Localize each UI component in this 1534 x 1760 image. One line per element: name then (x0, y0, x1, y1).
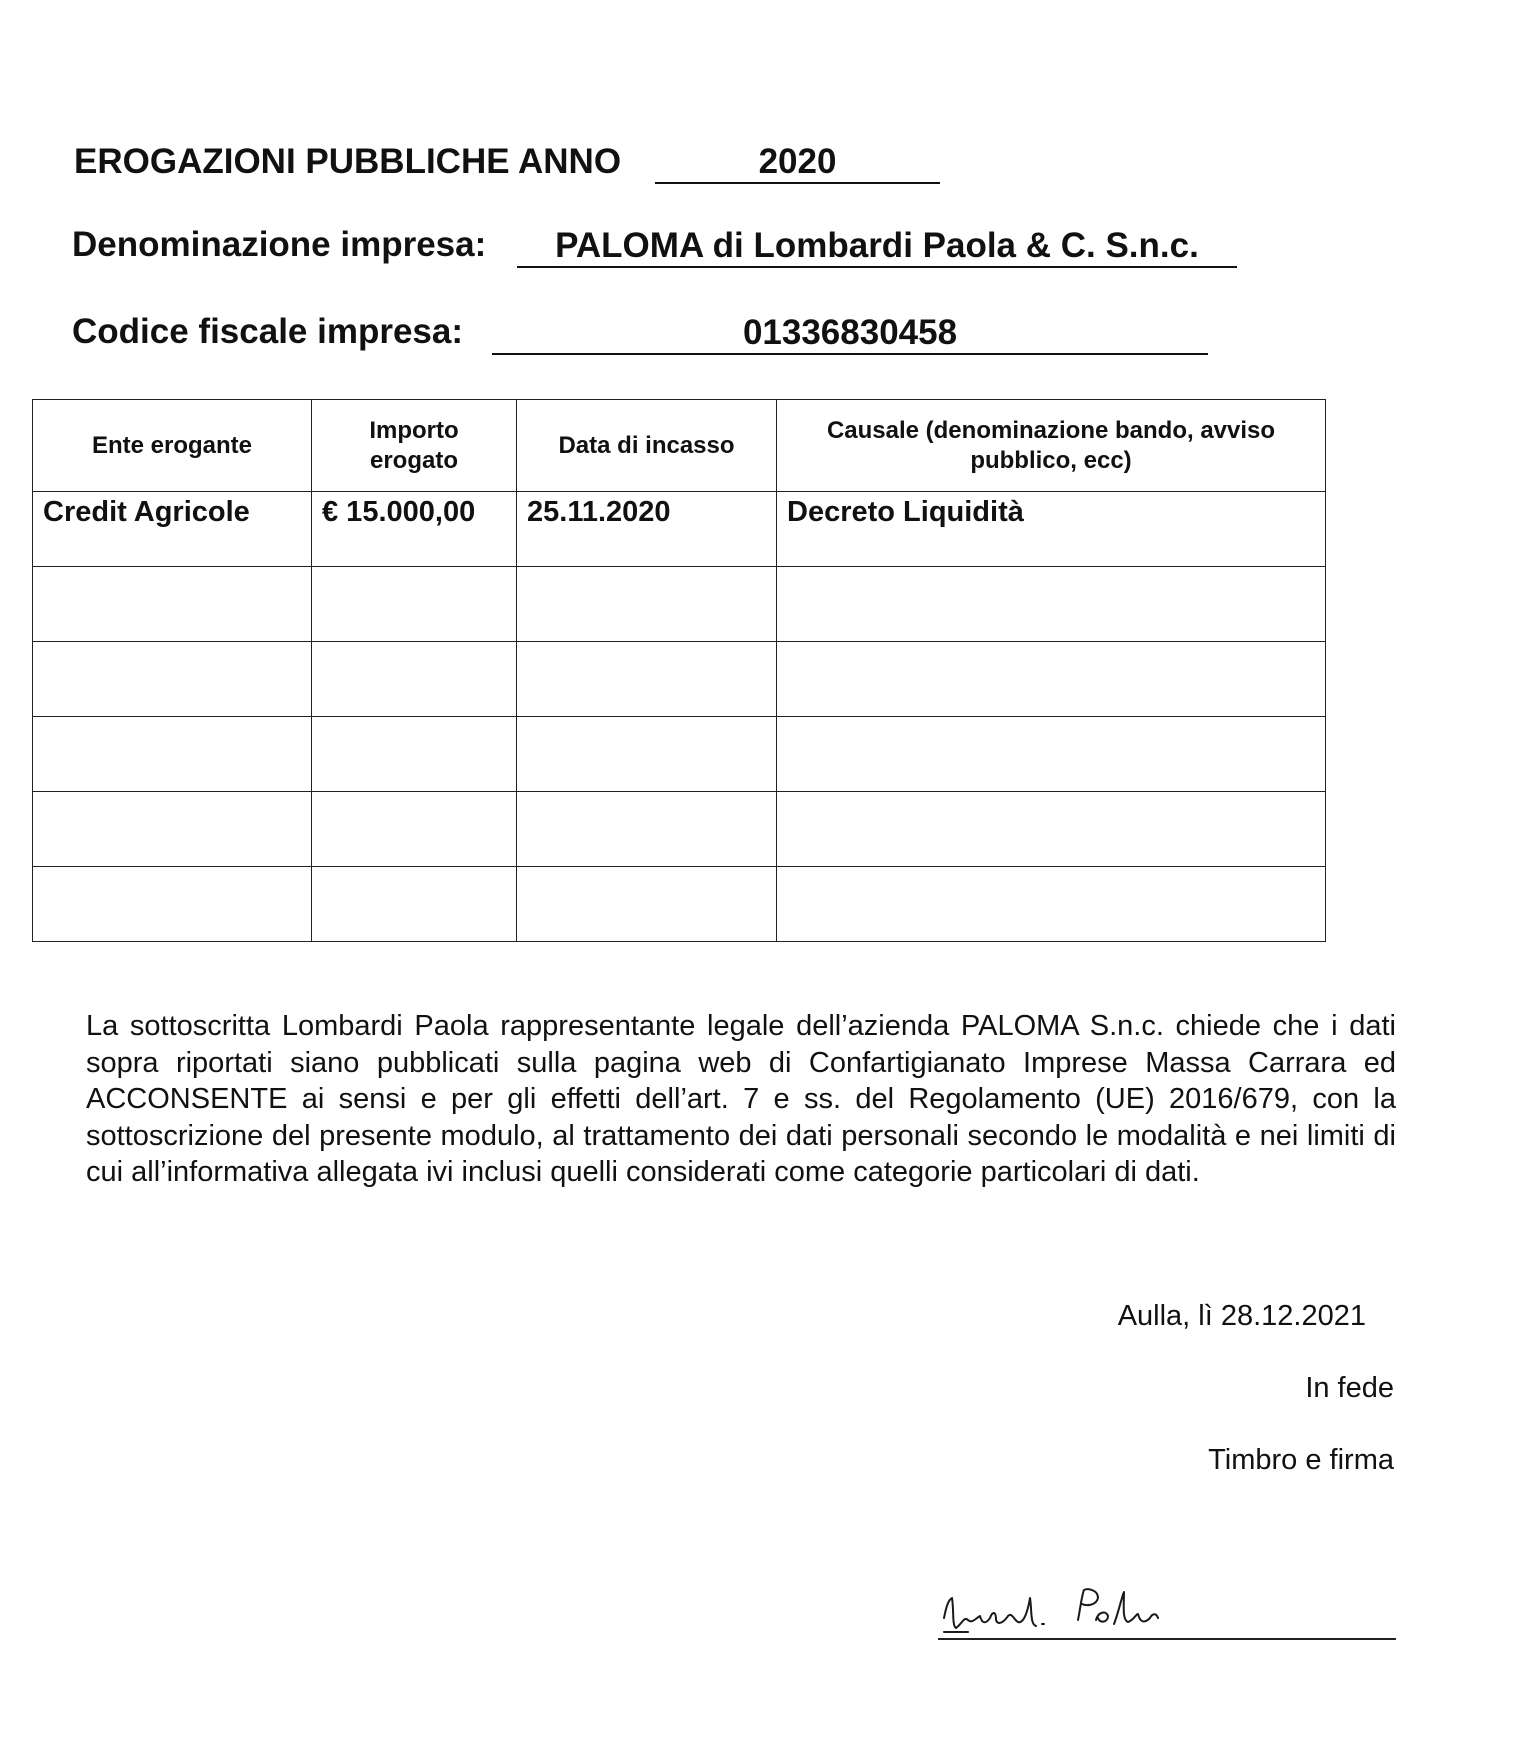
signature-line (938, 1638, 1396, 1640)
stamp-signature-label: Timbro e firma (1208, 1444, 1394, 1476)
cell-ente (33, 717, 312, 792)
cell-ente (33, 792, 312, 867)
form-title-label: EROGAZIONI PUBBLICHE ANNO (74, 142, 622, 181)
table-row (33, 492, 1326, 567)
cell-causale (777, 642, 1326, 717)
company-label: Denominazione impresa: (72, 225, 487, 264)
grants-table (32, 399, 1326, 942)
signature-area (938, 1580, 1396, 1640)
in-fede-label: In fede (1305, 1372, 1394, 1404)
cell-data: 25.11.2020 (517, 492, 777, 567)
cell-ente (33, 642, 312, 717)
table-row (33, 867, 1326, 942)
header-causale: Causale (denominazione bando, avviso pubblico, ecc) (777, 400, 1326, 492)
tax-code-field: 01336830458 (492, 313, 1208, 355)
tax-code-label: Codice fiscale impresa: (72, 312, 463, 351)
cell-importo (312, 567, 517, 642)
consent-paragraph: La sottoscritta Lombardi Paola rappresentante legale dell’azienda PALOMA S.n.c. chiede che i dati sopra riportati siano pubblicati sulla pagina web di Confartigianato Imprese Massa Carrara ed ACCONSENTE ai sensi e per gli effetti dell’art. 7 e ss. del Regolamento (UE) 2016/679, con la sottoscrizione del presente modulo, al trattamento dei dati personali secondo le modalità e nei limiti di cui all’informativa allegata ivi inclusi quelli considerati come categorie particolari di dati. (86, 1010, 1396, 1188)
table-row (33, 717, 1326, 792)
cell-importo (312, 717, 517, 792)
cell-ente (33, 867, 312, 942)
table-row (33, 567, 1326, 642)
cell-data (517, 792, 777, 867)
cell-causale (777, 867, 1326, 942)
year-field: 2020 (655, 142, 940, 184)
place-date: Aulla, lì 28.12.2021 (1117, 1300, 1366, 1332)
cell-ente (33, 567, 312, 642)
table-header-row (33, 400, 1326, 492)
header-importo-erogato: Importo erogato (312, 400, 517, 492)
cell-importo (312, 867, 517, 942)
company-name-field: PALOMA di Lombardi Paola & C. S.n.c. (517, 226, 1237, 268)
header-ente-erogante: Ente erogante (33, 400, 312, 492)
table-row (33, 792, 1326, 867)
cell-data (517, 642, 777, 717)
cell-causale (777, 792, 1326, 867)
cell-causale (777, 717, 1326, 792)
table-row (33, 642, 1326, 717)
cell-importo: € 15.000,00 (312, 492, 517, 567)
cell-data (517, 717, 777, 792)
cell-data (517, 567, 777, 642)
cell-causale: Decreto Liquidità (777, 492, 1326, 567)
cell-importo (312, 792, 517, 867)
cell-importo (312, 642, 517, 717)
header-data-incasso: Data di incasso (517, 400, 777, 492)
cell-data (517, 867, 777, 942)
cell-ente: Credit Agricole (33, 492, 312, 567)
handwritten-signature (938, 1580, 1208, 1636)
cell-causale (777, 567, 1326, 642)
